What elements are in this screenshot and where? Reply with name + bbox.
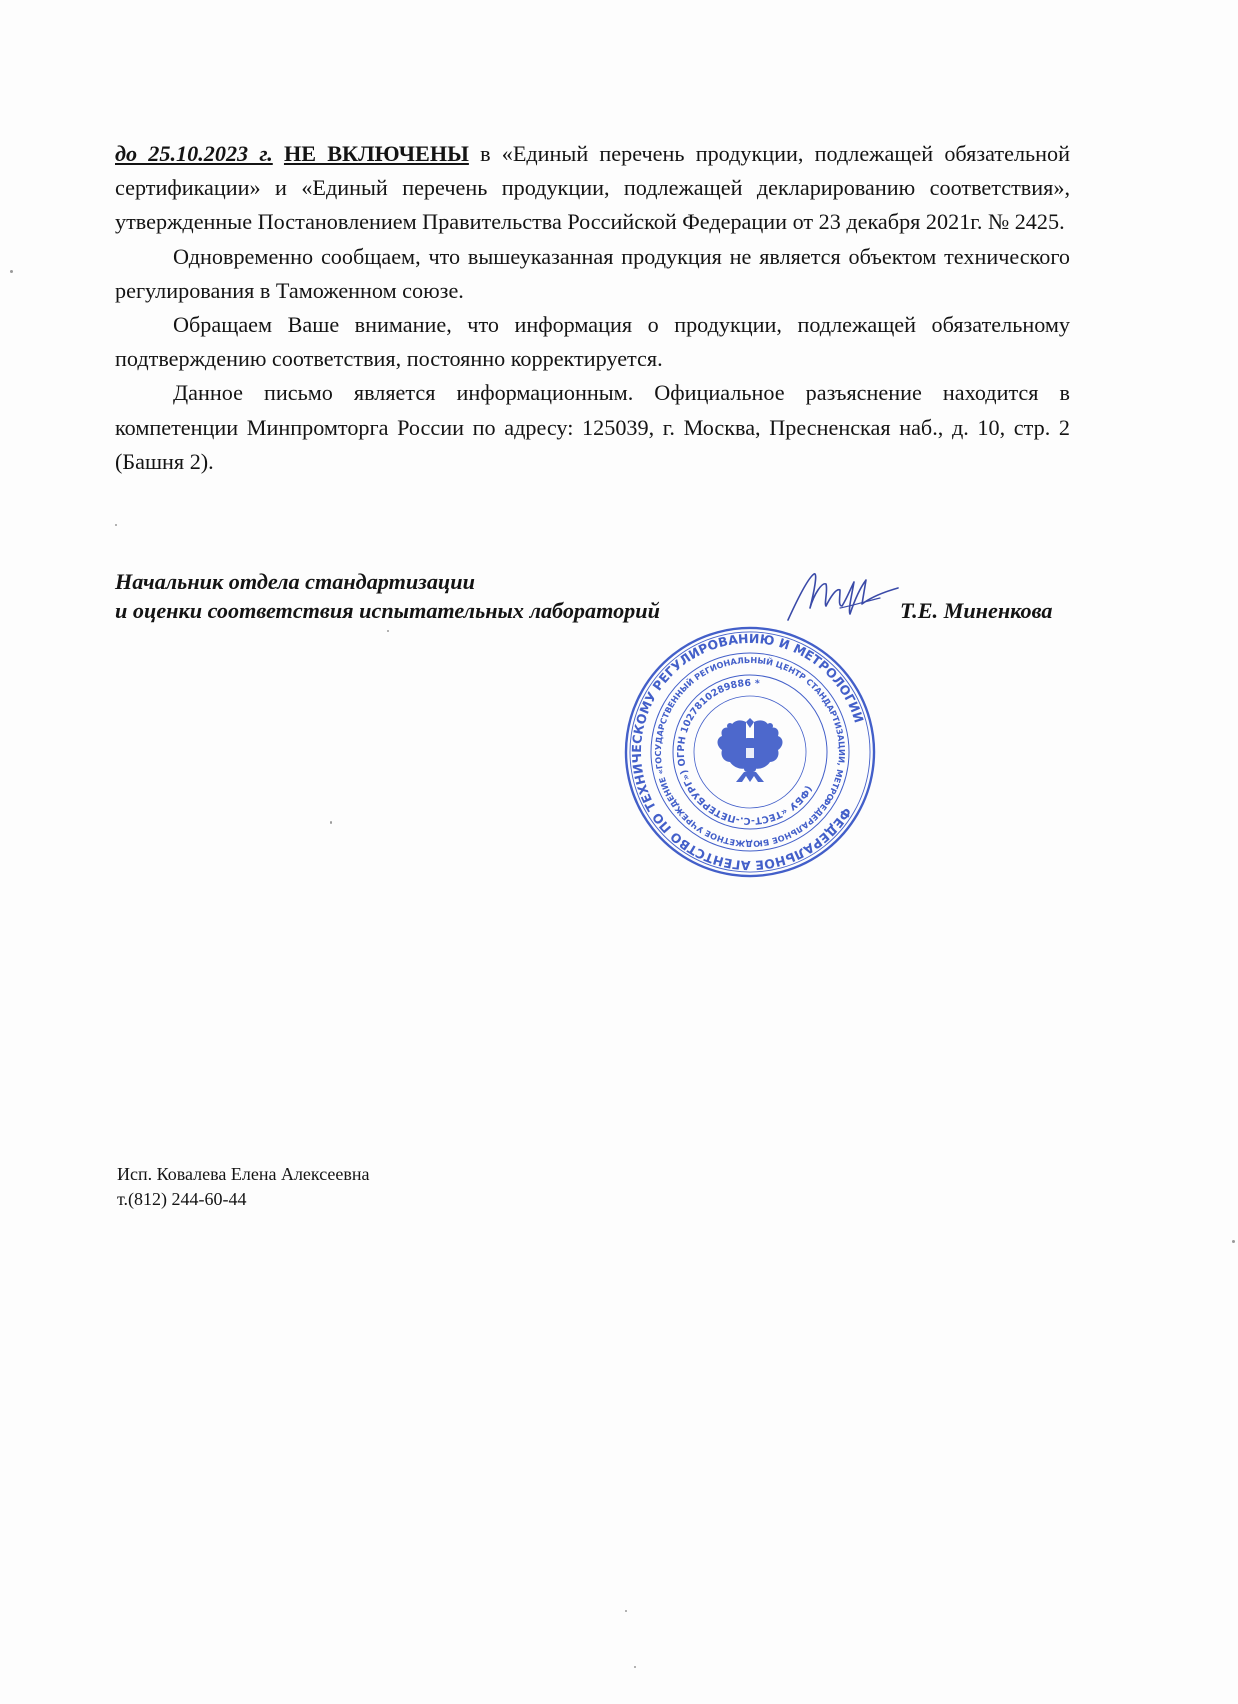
executor-name: Исп. Ковалева Елена Алексеевна bbox=[117, 1164, 370, 1184]
paragraph-technical-regulation: Одновременно сообщаем, что вышеуказанная продукция не является объектом технического регулирования в Таможенном союзе. bbox=[115, 243, 1070, 303]
paragraph-inclusion-status bbox=[115, 137, 1070, 240]
scan-speck bbox=[625, 1610, 627, 1612]
scan-speck bbox=[10, 270, 13, 273]
executor-phone: т.(812) 244-60-44 bbox=[117, 1189, 247, 1209]
scan-speck bbox=[1232, 1240, 1235, 1243]
letter-body bbox=[115, 137, 1070, 479]
inclusion-status: НЕ ВКЛЮЧЕНЫ bbox=[283, 141, 469, 166]
position-line-1: Начальник отдела стандартизации bbox=[115, 569, 475, 594]
handwritten-signature bbox=[780, 568, 900, 628]
paragraph-1-text: в «Единый перечень продукции, подлежащей обязательной сертификации» и «Единый перечень продукции, подлежащей декларированию соответствия», утвержденные Постановлением Правительства Российской Федерации от 23 декабря 2021г. № 2425. bbox=[115, 141, 1070, 235]
deadline-date: до 25.10.2023 г. bbox=[115, 141, 273, 166]
position-line-2: и оценки соответствия испытательных лабораторий bbox=[115, 598, 660, 623]
stamp-outer-text: ФЕДЕРАЛЬНОЕ АГЕНТСТВО ПО ТЕХНИЧЕСКОМУ РЕГУЛИРОВАНИЮ И МЕТРОЛОГИИ bbox=[628, 630, 867, 874]
paragraph-official-clarification: Данное письмо является информационным. Официальное разъяснение находится в компетенции Минпромторга России по адресу: 125039, г. Москва, Пресненская наб., д. 10, стр. 2 (Башня 2). bbox=[115, 380, 1070, 474]
scan-speck bbox=[387, 630, 389, 632]
paragraph-information-notice: Обращаем Ваше внимание, что информация о продукции, подлежащей обязательному подтверждению соответствия, постоянно корректируется. bbox=[115, 312, 1070, 372]
executor-info bbox=[117, 1162, 370, 1212]
scan-speck bbox=[634, 1666, 636, 1668]
stamp-inner-text: (ФБУ «ТЕСТ-С.-ПЕТЕРБУРГ») ОГРН 1027810289886 * bbox=[675, 677, 815, 827]
organization-stamp bbox=[620, 622, 880, 882]
signatory-name: Т.Е. Миненкова bbox=[900, 598, 1053, 623]
stamp-middle-text: ФЕДЕРАЛЬНОЕ БЮДЖЕТНОЕ УЧРЕЖДЕНИЕ «ГОСУДАРСТВЕННЫЙ РЕГИОНАЛЬНЫЙ ЦЕНТР СТАНДАРТИЗАЦИИ, МЕТРОЛОГИИ bbox=[652, 654, 848, 850]
signatory-position bbox=[115, 567, 660, 625]
scan-speck bbox=[330, 821, 332, 824]
scan-speck bbox=[115, 524, 117, 526]
